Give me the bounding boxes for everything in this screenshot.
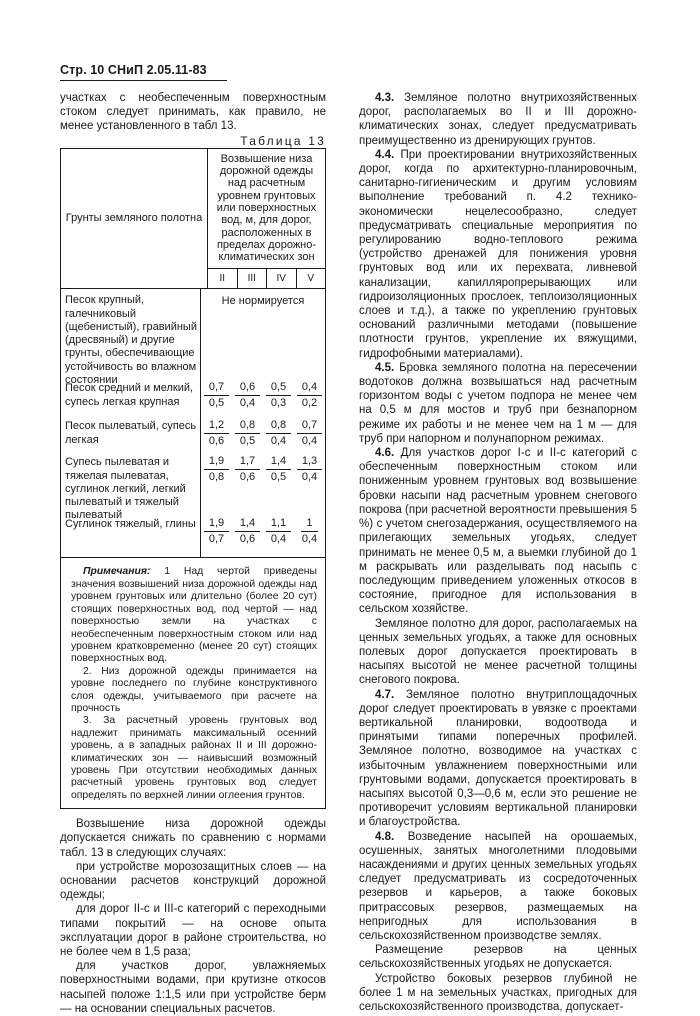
- note-1-text: 1 Над чертой приведены значения возвышений низа дорожной одежды над уровнем грунтовых или длительно (более 20 сут) стоящих поверхностных вод, под чертой — над поверхностью земли на участках с необеспеченным поверхностным стоком или над уровнем кратковременно (менее 20 сут) стоящих поверхностных вод.: [71, 566, 318, 665]
- value-below: 0,4: [239, 396, 256, 409]
- value-cell: [294, 381, 325, 415]
- value-below: 0,4: [301, 470, 318, 483]
- fraction: [204, 517, 229, 545]
- paragraph: для участков дорог, увлажняемых поверхностными водами, при крутизне откосов насыпей положе 1:1,5 или при устройстве берм — на основании специальных расчетов.: [60, 960, 326, 1015]
- section-number: 4.6.: [375, 447, 395, 460]
- value-above: 1: [301, 517, 317, 532]
- note-1: [71, 566, 317, 665]
- soil-cell: Супесь пылеватая и тяжелая пылеватая, суглинок легкий, легкий пылеватый и тяжелый пылеватый: [61, 451, 201, 513]
- value-above: 1,4: [266, 455, 291, 470]
- value-above: 1,2: [204, 419, 229, 434]
- value-below: 0,2: [301, 396, 318, 409]
- notes-heading: Примечания:: [83, 566, 151, 578]
- value-below: 0,4: [301, 434, 318, 447]
- value-above: 0,8: [235, 419, 260, 434]
- section-number: 4.4.: [375, 148, 395, 161]
- value-below: 0,4: [270, 532, 287, 545]
- fraction: [204, 419, 229, 447]
- right-column: [359, 91, 637, 1014]
- value-cell: [294, 455, 325, 513]
- value-above: 1,9: [204, 455, 229, 470]
- note-2: 2. Низ дорожной одежды принимается на уровне последнего по глубине конструктивного слоя одежды, учитываемого при расчете на прочность: [71, 665, 317, 714]
- table-row: [61, 289, 325, 386]
- fraction: [235, 381, 260, 409]
- table-body: [61, 289, 325, 557]
- value-cells: [201, 377, 325, 415]
- fraction: [235, 517, 260, 545]
- section-number: 4.3.: [375, 92, 395, 104]
- soil-cell: Песок пылеватый, супесь легкая: [61, 415, 201, 451]
- table-row: [61, 513, 325, 557]
- section-4-5: [359, 361, 637, 446]
- value-below: 0,5: [239, 434, 256, 447]
- header-zones: [208, 269, 325, 288]
- left-column: [60, 91, 326, 1016]
- value-above: 0,7: [297, 419, 322, 434]
- value-cell: [263, 455, 294, 513]
- soil-cell: Суглинок тяжелый, глины: [61, 513, 201, 557]
- table-row: [61, 451, 325, 522]
- header-right: [208, 149, 325, 289]
- value-cells: [201, 415, 325, 451]
- paragraph: при устройстве морозозащитных слоев — на основании расчетов конструкций дорожной одежды;: [60, 860, 326, 902]
- fraction: [204, 455, 229, 483]
- value-below: 0,6: [208, 434, 225, 447]
- header-rise: Возвышение низа дорожной одежды над расчетным уровнем грунтовых или поверхностных вод, м, для дорог, расположенных в пределах дорожно-климатических зон: [208, 149, 325, 270]
- fraction: [266, 381, 291, 409]
- no-norm-cell: Не нормируется: [221, 295, 305, 308]
- value-below: 0,4: [270, 434, 287, 447]
- table-caption: Таблица 13: [240, 133, 326, 148]
- section-4-6: [359, 446, 637, 616]
- table-notes: [61, 557, 325, 808]
- fraction: [297, 419, 322, 447]
- table-row: [61, 415, 325, 451]
- value-below: 0,8: [208, 470, 225, 483]
- soil-cell: Песок крупный, галечниковый (щебенистый), гравийный (дресвяный) и другие грунты, обеспечивающие устойчивость во влажном состоянии: [61, 289, 201, 377]
- value-cell: [263, 381, 294, 415]
- value-above: 0,8: [266, 419, 291, 434]
- value-cell: [232, 419, 263, 451]
- fraction: [235, 455, 260, 483]
- paragraph: Размещение резервов на ценных сельскохозяйственных угодьях не допускается.: [359, 944, 637, 971]
- section-4-8: [359, 830, 637, 944]
- section-text: Бровка земляного полотна на пересечении водотоков должна возвышаться над расчетным горизонтом воды с учетом подпора не менее чем на 0,5 м для мостов и труб при безнапорном режиме их работы и не менее чем на 1 м — для труб при напорном и полунапорном режимах.: [359, 361, 637, 445]
- zone-header: III: [238, 269, 268, 288]
- section-number: 4.8.: [375, 830, 395, 843]
- value-above: 0,7: [204, 381, 229, 396]
- zone-header: II: [208, 269, 238, 288]
- table-row: [61, 377, 325, 415]
- soil-cell: Песок средний и мелкий, супесь легкая крупная: [61, 377, 201, 415]
- value-below: 0,3: [270, 396, 287, 409]
- value-cell: [263, 419, 294, 451]
- paragraph: Возвышение низа дорожной одежды допускается снижать по сравнению с нормами табл. 13 в следующих случаях:: [60, 818, 326, 859]
- value-below: 0,4: [301, 532, 318, 545]
- value-above: 1,9: [204, 517, 229, 532]
- intro-paragraph: участках с необеспеченным поверхностным стоком следует принимать, как правило, не менее установленного в табл 13.: [60, 92, 326, 133]
- paragraph: Земляное полотно для дорог, располагаемых на ценных земельных угодьях, а также для основных полевых дорог допускается проектировать в насыпях высотой не менее расчетной толщины снегового покрова.: [359, 617, 637, 687]
- value-below: 0,5: [270, 470, 287, 483]
- value-above: 1,3: [297, 455, 322, 470]
- value-below: 0,6: [239, 532, 256, 545]
- paragraph: Устройство боковых резервов глубиной не более 1 м на земельных участках, пригодных для сельскохозяйственного производства, допускает-: [359, 972, 637, 1013]
- value-above: 1,7: [235, 455, 260, 470]
- left-paragraphs: [60, 817, 326, 1016]
- paragraph: для дорог II-с и III-с категорий с переходными типами покрытий — на основе опыта эксплуатации дорог в районе строительства, но не более чем в 1,5 раза;: [60, 903, 326, 959]
- section-text: Для участков дорог I-с и II-с категорий с обеспеченным поверхностным стоком или пониженным уровнем грунтовых вод возвышение бровки насыпи над расчетным уровнем снегового покрова (при расчетной вероятности превышения 5 %) с учетом снегозадержания, осуществляемого на прилегающих земельных угодьях, следует принимать не менее 0,5 м, а выемки глубиной до 1 м раскрывать или разделывать под насыпь с последующим приведением уложенных откосов в состояние, пригодное для использования в сельском хозяйстве.: [359, 447, 637, 616]
- section-text: Земляное полотно внутриплощадочных дорог следует проектировать в увязке с проектами вертикальной планировки, водоотвода и принятыми типами поперечных профилей. Земляное полотно, возводимое на участках с избыточным увлажнением поверхностными или грунтовыми водами, допускается проектировать в насыпях высотой 0,3—0,6 м, если это решение не противоречит условиям вертикальной планировки и благоустройства.: [359, 688, 637, 829]
- fraction: [266, 455, 291, 483]
- value-cell: [263, 517, 294, 557]
- section-number: 4.7.: [375, 688, 395, 701]
- value-above: 0,5: [266, 381, 291, 396]
- fraction: [266, 419, 291, 447]
- fraction: [204, 381, 229, 409]
- header-soil: Грунты земляного полотна: [61, 149, 208, 289]
- value-cell: [294, 517, 325, 557]
- value-above: 1,4: [235, 517, 260, 532]
- header-rule: [60, 80, 227, 81]
- fraction: [266, 517, 291, 545]
- note-3: 3. За расчетный уровень грунтовых вод надлежит принимать максимальный осенний уровень, а в западных районах II и III дорожно-климатических зон — наивысший возможный уровень При отсутствии необходимых данных расчетный уровень грунтовых вод следует определять по верхней линии оглеения грунтов.: [71, 715, 317, 801]
- value-cells: [201, 513, 325, 557]
- table-13: [60, 148, 326, 809]
- value-below: 0,6: [239, 470, 256, 483]
- section-text: При проектировании внутрихозяйственных дорог, когда по архитектурно-планировочным, санитарно-гигиеническим и другим условиям выполнение требований п. 4.2 технико-экономически нецелесообразно, следует предусматривать специальные мероприятия по регулированию водно-теплового режима (устройство дренажей для понижения уровня грунтовых вод или их перехвата, ливневой канализации, капилляропрерывающих или гидроизоляционных прослоек, теплоизоляционных слоев и т.д.), а также по укреплению грунтовых оснований различными методами (повышение плотности грунтов, укрепление их вяжущими, гидрофобными материалами).: [359, 148, 637, 360]
- value-cell: [201, 419, 232, 451]
- fraction: [297, 517, 322, 545]
- value-cell: [294, 419, 325, 451]
- value-cell: [232, 517, 263, 557]
- value-above: 1,1: [266, 517, 291, 532]
- section-4-3: [359, 91, 637, 148]
- section-4-7: [359, 688, 637, 830]
- value-cell: [232, 455, 263, 513]
- zone-header: IV: [267, 269, 297, 288]
- value-cells: [201, 451, 325, 513]
- value-below: 0,7: [208, 532, 225, 545]
- page-header: Стр. 10 СНиП 2.05.11-83: [60, 63, 207, 77]
- section-text: Возведение насыпей на орошаемых, осушенных, занятых многолетними плодовыми насаждениями и других ценных земельных угодьях следует предусматривать из сосредоточенных резервов и карьеров, а также боковых притрассовых резервов, размещаемых на непригодных для использования в сельскохозяйственном производстве землях.: [359, 830, 637, 942]
- section-number: 4.5.: [375, 361, 395, 374]
- section-text: Земляное полотно внутрихозяйственных дорог, располагаемых во II и III дорожно-климатических зонах, следует предусматривать преимущественно из дренирующих грунтов.: [359, 92, 637, 147]
- value-cell: [232, 381, 263, 415]
- fraction: [235, 419, 260, 447]
- fraction: [297, 455, 322, 483]
- value-cell: [201, 455, 232, 513]
- value-cell: [201, 381, 232, 415]
- section-4-4: [359, 148, 637, 361]
- value-above: 0,6: [235, 381, 260, 396]
- value-below: 0,5: [208, 396, 225, 409]
- value-above: 0,4: [297, 381, 322, 396]
- fraction: [297, 381, 322, 409]
- zone-header: V: [307, 273, 315, 285]
- value-cell: [201, 517, 232, 557]
- table-header: [61, 149, 325, 290]
